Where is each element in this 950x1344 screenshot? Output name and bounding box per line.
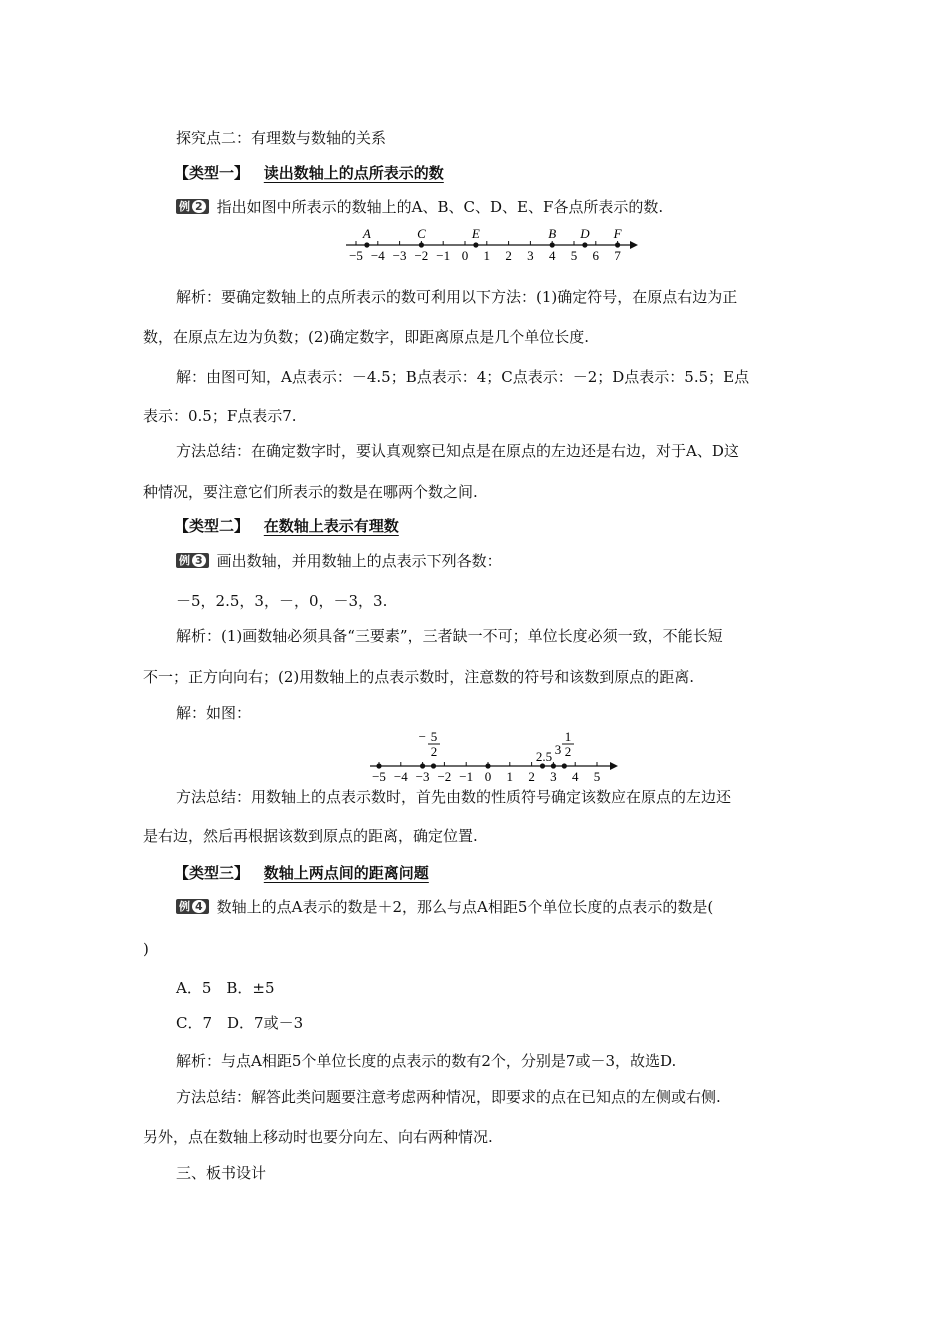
tick-label: −1	[459, 769, 474, 784]
tick-label: 3	[527, 248, 534, 263]
point-label: D	[580, 226, 590, 241]
point-dot	[473, 242, 478, 247]
solution-line: 解：如图：	[176, 704, 252, 722]
point-dot	[540, 763, 545, 768]
number-list: －5，2.5，3，－，0，－3，3.	[176, 592, 388, 610]
point-label: E	[471, 226, 480, 241]
axis-arrow	[610, 762, 618, 770]
point-dot	[562, 763, 567, 768]
tick-label: −3	[392, 248, 407, 263]
tick-label: 4	[571, 769, 579, 784]
tick-label: −5	[372, 769, 386, 784]
axis-arrow	[630, 241, 638, 249]
tick-label: −3	[415, 769, 430, 784]
type-tag: 【类型一】	[174, 164, 250, 182]
summary-line-2: 另外，点在数轴上移动时也要分向左、向右两种情况.	[143, 1128, 493, 1146]
number-line-1	[340, 226, 640, 266]
tick-label: −1	[436, 248, 451, 263]
summary-line-2: 是右边，然后再根据该数到原点的距离，确定位置.	[143, 827, 478, 845]
tick-label: −2	[437, 769, 452, 784]
options-ab: A．5 B．±5	[176, 979, 275, 997]
example-2-text: 指出如图中所表示的数轴上的A、B、C、D、E、F各点所表示的数.	[216, 198, 664, 216]
solution-line-1: 解：由图可知，A点表示：－4.5；B点表示：4；C点表示：－2；D点表示：5.5；E点	[176, 368, 750, 386]
tick-label: 6	[592, 248, 600, 263]
mixed-denominator: 2	[564, 744, 572, 759]
tick-label: 5	[593, 769, 601, 784]
type3-heading	[174, 862, 429, 884]
point-dot	[551, 763, 556, 768]
summary-line-1: 方法总结：在确定数字时，要认真观察已知点是在原点的左边还是右边，对于A、D这	[176, 442, 739, 460]
point-dot	[420, 763, 425, 768]
analysis-line-2: 不一；正方向向右；(2)用数轴上的点表示数时，注意数的符号和该数到原点的距离.	[143, 668, 695, 686]
point-dot	[615, 242, 620, 247]
section-heading: 探究点二：有理数与数轴的关系	[176, 129, 387, 147]
point-dot	[376, 763, 381, 768]
example-4-continuation: )	[143, 940, 149, 958]
point-label: C	[417, 226, 426, 241]
tick-label: 1	[506, 769, 514, 784]
example-badge: 例 4	[176, 899, 209, 914]
summary-line-2: 种情况，要注意它们所表示的数是在哪两个数之间.	[143, 483, 478, 501]
tick-label: 0	[484, 769, 492, 784]
frac-denominator: 2	[430, 744, 438, 759]
example-3-text: 画出数轴，并用数轴上的点表示下列各数：	[216, 552, 502, 570]
tick-label: −4	[393, 769, 408, 784]
tick-label: 1	[483, 248, 491, 263]
tick-label: −2	[414, 248, 429, 263]
tick-label: −5	[349, 248, 363, 263]
point-dot	[364, 242, 369, 247]
tick-label: 5	[570, 248, 578, 263]
point-dot	[431, 763, 436, 768]
analysis-line-1: 解析：(1)画数轴必须具备“三要素”，三者缺一不可；单位长度必须一致，不能长短	[176, 627, 723, 645]
type-title: 在数轴上表示有理数	[263, 517, 399, 535]
summary-line-1: 方法总结：解答此类问题要注意考虑两种情况，即要求的点在已知点的左侧或右侧.	[176, 1088, 721, 1106]
label-2-5: 2.5	[535, 749, 553, 764]
label-3: 3	[554, 742, 562, 757]
type-title: 数轴上两点间的距离问题	[263, 864, 429, 882]
summary-line-1: 方法总结：用数轴上的点表示数时，首先由数的性质符号确定该数应在原点的左边还	[176, 788, 732, 806]
number-line-2	[364, 728, 624, 784]
tick-label: 2	[528, 769, 535, 784]
analysis-line: 解析：与点A相距5个单位长度的点表示的数有2个，分别是7或－3，故选D.	[176, 1052, 677, 1070]
analysis-line-1: 解析：要确定数轴上的点所表示的数可利用以下方法：(1)确定符号，在原点右边为正	[176, 288, 738, 306]
example-badge: 例 2	[176, 199, 209, 214]
point-label: F	[613, 226, 622, 241]
tick-label: 2	[505, 248, 512, 263]
example-badge: 例 3	[176, 553, 209, 568]
analysis-line-2: 数，在原点左边为负数；(2)确定数字，即距离原点是几个单位长度.	[143, 328, 590, 346]
point-dot	[485, 763, 490, 768]
type-tag: 【类型三】	[174, 864, 250, 882]
tick-label: −4	[370, 248, 385, 263]
point-dot	[582, 242, 587, 247]
neg-sign: −	[418, 729, 426, 744]
example-2-prompt	[176, 196, 663, 218]
tick-label: 4	[548, 248, 556, 263]
tick-label: 3	[550, 769, 557, 784]
point-dot	[419, 242, 424, 247]
point-label: A	[362, 226, 371, 241]
mixed-numerator: 1	[564, 729, 572, 744]
tick-label: 0	[461, 248, 469, 263]
section-3-heading: 三、板书设计	[176, 1164, 267, 1182]
frac-numerator: 5	[430, 729, 438, 744]
point-dot	[550, 242, 555, 247]
type2-heading	[174, 515, 399, 537]
type-title: 读出数轴上的点所表示的数	[263, 164, 444, 182]
type1-heading	[174, 162, 444, 184]
tick-label: 7	[614, 248, 621, 263]
example-3-prompt	[176, 550, 502, 572]
options-cd: C．7 D．7或－3	[176, 1014, 304, 1032]
type-tag: 【类型二】	[174, 517, 250, 535]
example-4-text: 数轴上的点A表示的数是＋2，那么与点A相距5个单位长度的点表示的数是(	[216, 898, 714, 916]
example-4-prompt	[176, 896, 713, 918]
point-label: B	[548, 226, 557, 241]
solution-line-2: 表示：0.5；F点表示7.	[143, 407, 297, 425]
